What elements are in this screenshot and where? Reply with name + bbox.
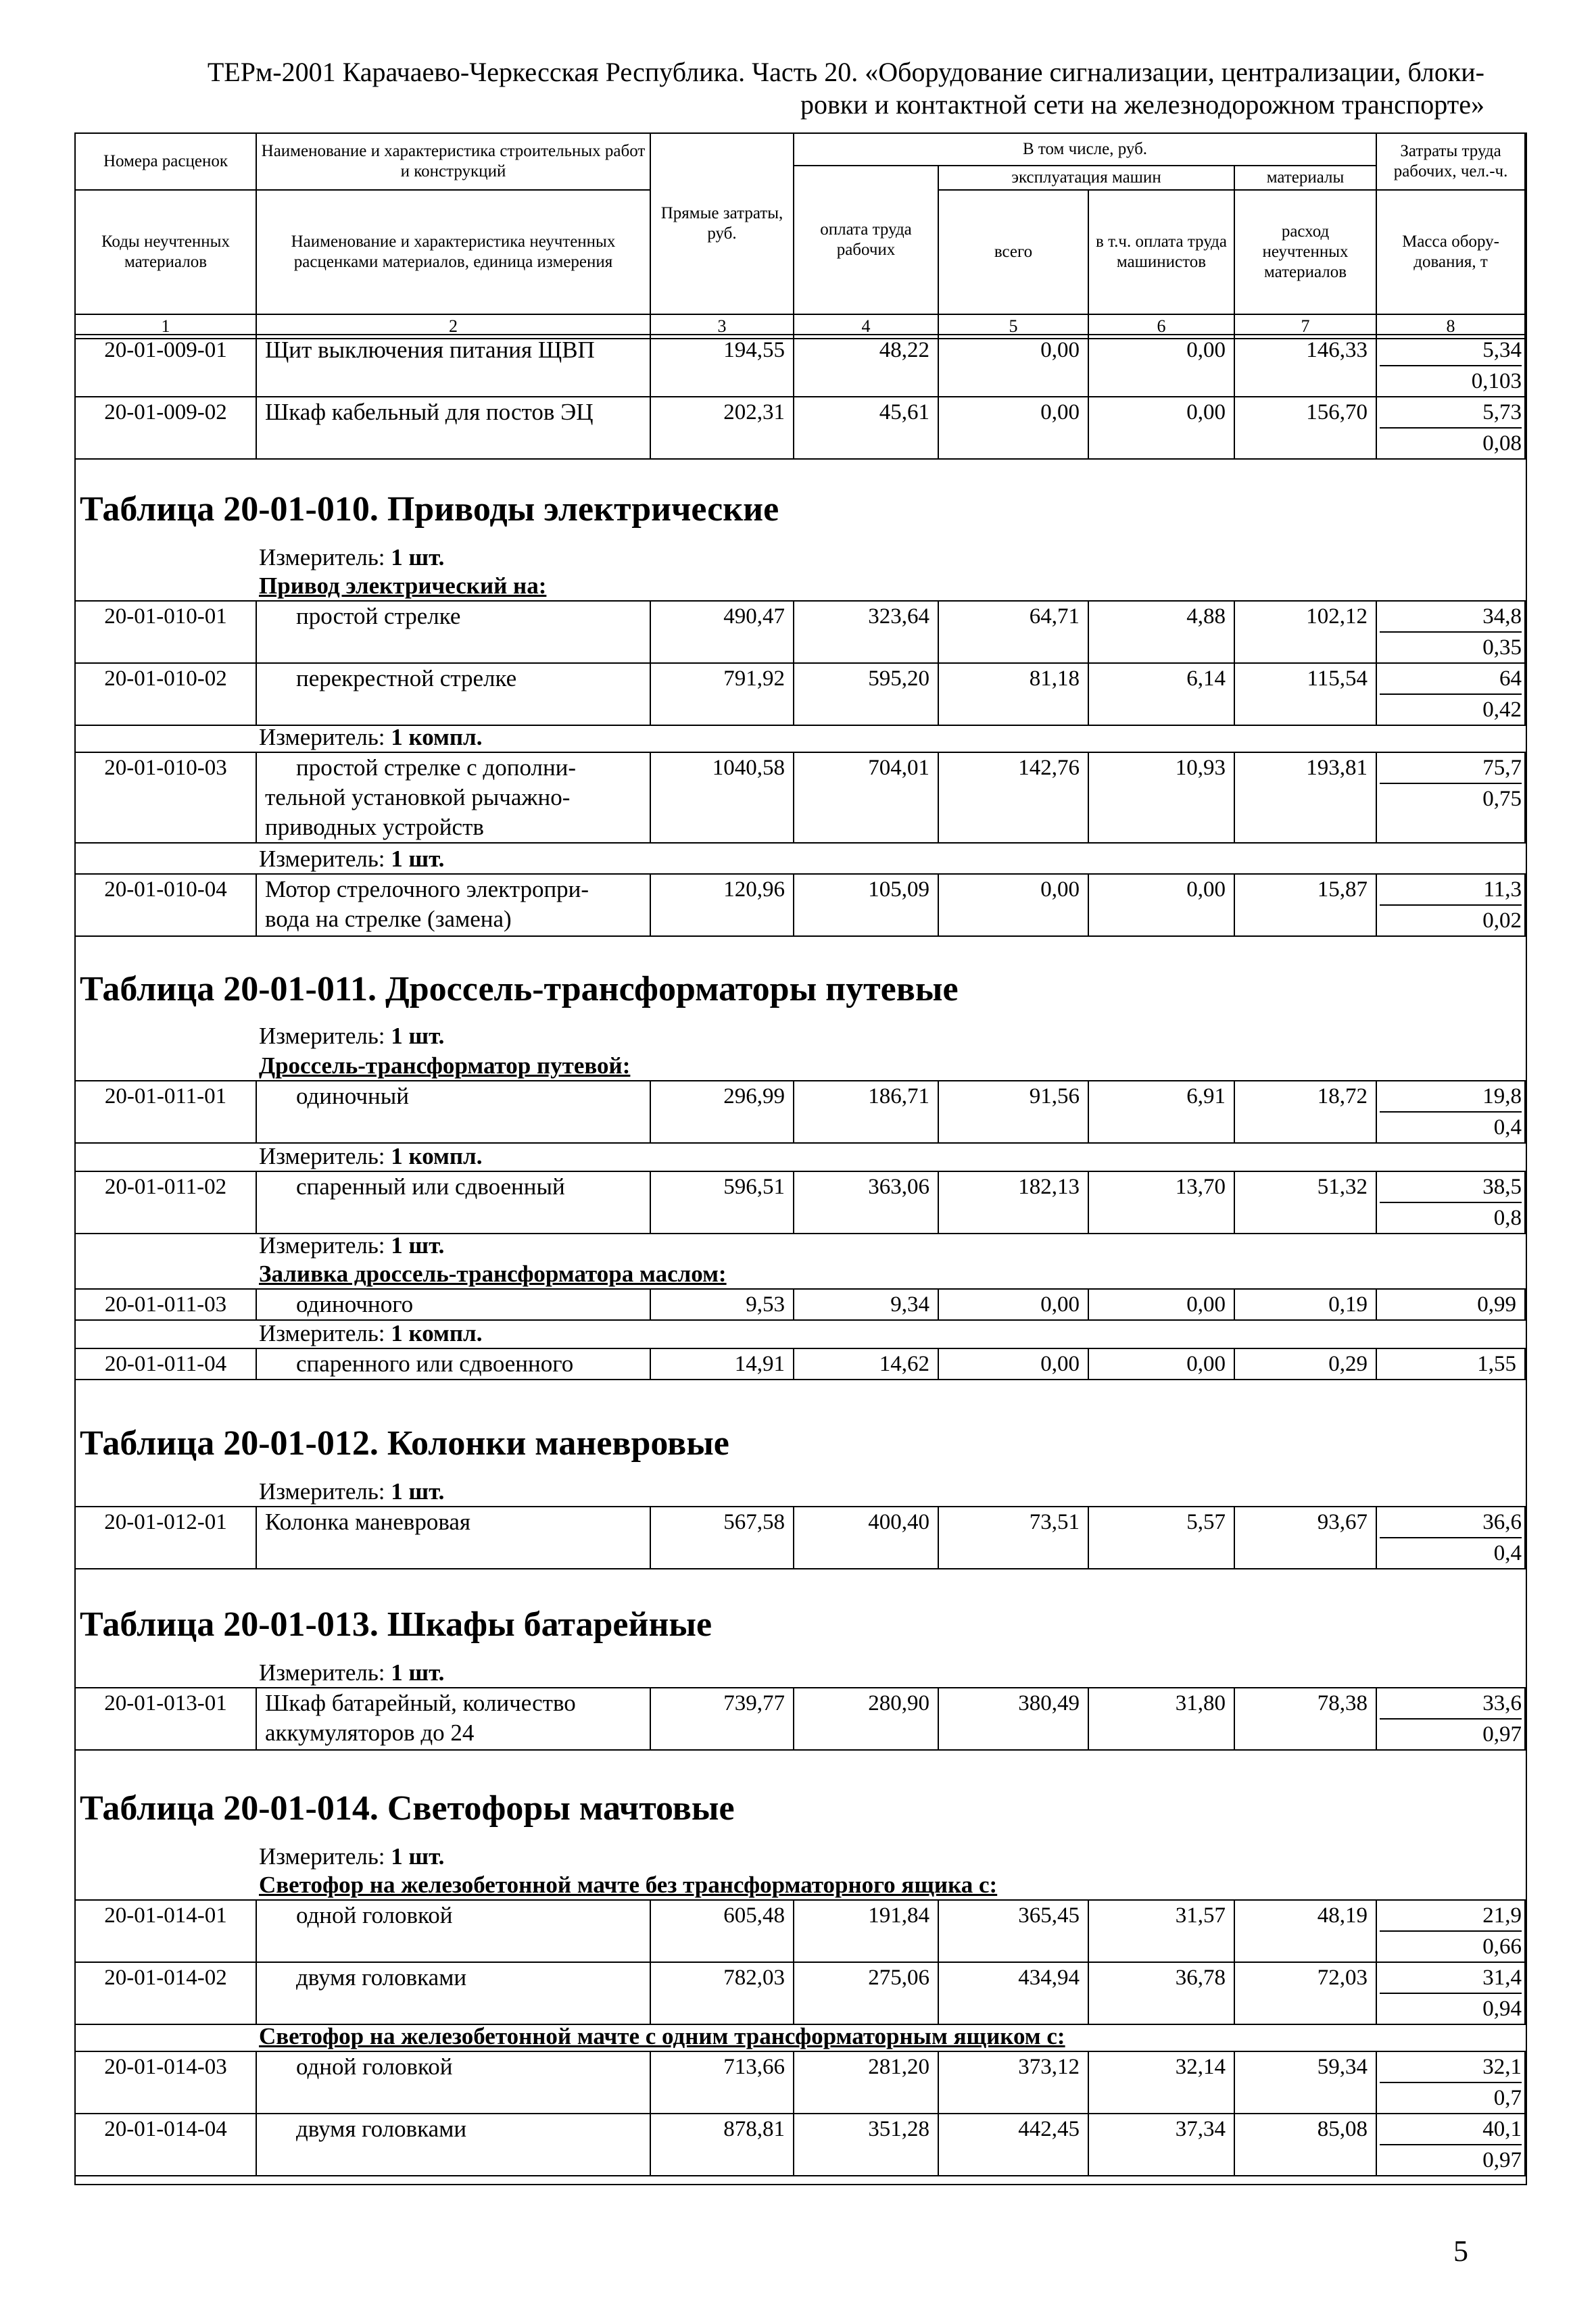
measure-label: Измеритель: 1 шт. <box>259 1659 445 1686</box>
col-machines-total: всего <box>938 190 1088 314</box>
labor-cost: 5,73 <box>1380 397 1522 429</box>
rate-code: 20-01-014-02 <box>75 1962 256 2024</box>
col-including: В том числе, руб. <box>794 133 1376 166</box>
rate-name: одной головкой <box>256 1900 650 1962</box>
rate-code: 20-01-012-01 <box>75 1507 256 1569</box>
col-work-name: Наименование и характеристика строительных работ и конструкций <box>256 133 650 190</box>
labor-pay: 45,61 <box>794 397 938 459</box>
table-row <box>75 1081 1525 1143</box>
table-row <box>75 1900 1525 1962</box>
col-num: 5 <box>938 314 1088 339</box>
materials: 146,33 <box>1234 335 1376 397</box>
labor-mass-cell <box>1376 1688 1525 1750</box>
labor-mass-cell <box>1376 1081 1525 1143</box>
labor-cost: 0,99 <box>1376 1289 1525 1320</box>
table-013 <box>74 1687 1526 1751</box>
equipment-mass: 0,75 <box>1482 787 1522 811</box>
machines-total: 81,18 <box>938 663 1088 725</box>
table-title-012: Таблица 20-01-012. Колонки маневровые <box>80 1424 729 1463</box>
page-header-line-2: ровки и контактной сети на железнодорожном транспорте» <box>800 89 1484 120</box>
machinist-pay: 0,00 <box>1088 1289 1234 1320</box>
table-row <box>75 663 1525 725</box>
rate-code: 20-01-010-03 <box>75 752 256 843</box>
equipment-mass: 0,97 <box>1482 1722 1522 1747</box>
col-materials: материалы <box>1234 166 1376 190</box>
direct-cost: 296,99 <box>650 1081 794 1143</box>
labor-mass-cell <box>1376 663 1525 725</box>
rate-code: 20-01-011-03 <box>75 1289 256 1320</box>
rate-name: одиночного <box>256 1289 650 1320</box>
labor-cost: 19,8 <box>1380 1081 1522 1113</box>
rate-code: 20-01-011-04 <box>75 1348 256 1380</box>
group-label: Заливка дроссель-трансформатора маслом: <box>259 1261 727 1287</box>
table-row <box>75 1289 1525 1320</box>
table-row <box>75 1171 1525 1234</box>
measure-label: Измеритель: 1 компл. <box>259 1320 483 1346</box>
machines-total: 434,94 <box>938 1962 1088 2024</box>
table-012 <box>74 1506 1526 1569</box>
labor-cost: 5,34 <box>1380 335 1522 366</box>
equipment-mass: 0,97 <box>1482 2148 1522 2172</box>
rate-code: 20-01-011-01 <box>75 1081 256 1143</box>
direct-cost: 202,31 <box>650 397 794 459</box>
materials: 0,19 <box>1234 1289 1376 1320</box>
table-row <box>75 1507 1525 1569</box>
rate-name: Колонка маневровая <box>256 1507 650 1569</box>
materials: 51,32 <box>1234 1171 1376 1234</box>
group-label: Светофор на железобетонной мачте без трансформаторного ящика с: <box>259 1872 998 1898</box>
rate-code: 20-01-010-01 <box>75 601 256 663</box>
machinist-pay: 36,78 <box>1088 1962 1234 2024</box>
direct-cost: 713,66 <box>650 2051 794 2114</box>
machines-total: 0,00 <box>938 874 1088 936</box>
materials: 156,70 <box>1234 397 1376 459</box>
table-title-013: Таблица 20-01-013. Шкафы батарейные <box>80 1605 712 1644</box>
labor-cost: 38,5 <box>1380 1172 1522 1203</box>
table-009 <box>74 334 1526 460</box>
machinist-pay: 6,14 <box>1088 663 1234 725</box>
machines-total: 0,00 <box>938 1348 1088 1380</box>
page-header-line-1: ТЕРм-2001 Карачаево-Черкесская Республика. Часть 20. «Оборудование сигнализации, централизации, блоки- <box>207 57 1484 87</box>
machinist-pay: 5,57 <box>1088 1507 1234 1569</box>
machinist-pay: 31,57 <box>1088 1900 1234 1962</box>
rate-name: спаренного или сдвоенного <box>256 1348 650 1380</box>
materials: 15,87 <box>1234 874 1376 936</box>
rate-name: спаренный или сдвоенный <box>256 1171 650 1234</box>
rate-name: двумя головками <box>256 2114 650 2176</box>
labor-mass-cell <box>1376 335 1525 397</box>
rate-name: двумя головками <box>256 1962 650 2024</box>
col-machinist-pay: в т.ч. оплата труда машинистов <box>1088 190 1234 314</box>
measure-label: Измеритель: 1 шт. <box>259 1478 445 1505</box>
machines-total: 373,12 <box>938 2051 1088 2114</box>
labor-mass-cell <box>1376 874 1525 936</box>
machinist-pay: 13,70 <box>1088 1171 1234 1234</box>
table-010-a <box>74 600 1526 726</box>
table-row <box>75 874 1525 936</box>
rate-code: 20-01-014-04 <box>75 2114 256 2176</box>
table-014-b <box>74 2051 1526 2176</box>
labor-mass-cell <box>1376 601 1525 663</box>
labor-cost: 11,3 <box>1380 875 1522 906</box>
table-011-a <box>74 1080 1526 1144</box>
labor-mass-cell <box>1376 2051 1525 2114</box>
labor-mass-cell <box>1376 1900 1525 1962</box>
machinist-pay: 4,88 <box>1088 601 1234 663</box>
table-010-c <box>74 873 1526 937</box>
direct-cost: 9,53 <box>650 1289 794 1320</box>
col-rate-numbers: Номера расценок <box>75 133 256 190</box>
col-num: 7 <box>1234 314 1376 339</box>
equipment-mass: 0,08 <box>1482 431 1522 456</box>
labor-pay: 105,09 <box>794 874 938 936</box>
machinist-pay: 0,00 <box>1088 1348 1234 1380</box>
equipment-mass: 0,94 <box>1482 1997 1522 2021</box>
labor-pay: 280,90 <box>794 1688 938 1750</box>
machines-total: 91,56 <box>938 1081 1088 1143</box>
col-num: 3 <box>650 314 794 339</box>
rate-code: 20-01-014-03 <box>75 2051 256 2114</box>
rate-name: перекрестной стрелке <box>256 663 650 725</box>
rate-code: 20-01-009-02 <box>75 397 256 459</box>
measure-label: Измеритель: 1 компл. <box>259 1143 483 1169</box>
labor-pay: 191,84 <box>794 1900 938 1962</box>
machinist-pay: 0,00 <box>1088 335 1234 397</box>
labor-pay: 9,34 <box>794 1289 938 1320</box>
labor-pay: 186,71 <box>794 1081 938 1143</box>
materials: 115,54 <box>1234 663 1376 725</box>
machines-total: 380,49 <box>938 1688 1088 1750</box>
labor-pay: 14,62 <box>794 1348 938 1380</box>
materials: 72,03 <box>1234 1962 1376 2024</box>
rate-code: 20-01-010-04 <box>75 874 256 936</box>
direct-cost: 596,51 <box>650 1171 794 1234</box>
measure-label: Измеритель: 1 шт. <box>259 1843 445 1870</box>
rate-name: одной головкой <box>256 2051 650 2114</box>
rate-code: 20-01-014-01 <box>75 1900 256 1962</box>
table-row <box>75 2051 1525 2114</box>
rate-name: Шкаф кабельный для постов ЭЦ <box>256 397 650 459</box>
materials: 78,38 <box>1234 1688 1376 1750</box>
machinist-pay: 0,00 <box>1088 397 1234 459</box>
measure-label: Измеритель: 1 шт. <box>259 1023 445 1049</box>
col-direct-costs: Прямые затраты, руб. <box>650 133 794 314</box>
table-014-a <box>74 1899 1526 2025</box>
table-row <box>75 335 1525 397</box>
direct-cost: 14,91 <box>650 1348 794 1380</box>
measure-label: Измеритель: 1 компл. <box>259 724 483 750</box>
materials: 85,08 <box>1234 2114 1376 2176</box>
rate-code: 20-01-011-02 <box>75 1171 256 1234</box>
machinist-pay: 10,93 <box>1088 752 1234 843</box>
machines-total: 0,00 <box>938 397 1088 459</box>
table-row <box>75 601 1525 663</box>
direct-cost: 791,92 <box>650 663 794 725</box>
labor-pay: 595,20 <box>794 663 938 725</box>
rate-code: 20-01-013-01 <box>75 1688 256 1750</box>
labor-pay: 363,06 <box>794 1171 938 1234</box>
rate-code: 20-01-009-01 <box>75 335 256 397</box>
direct-cost: 1040,58 <box>650 752 794 843</box>
rate-name: простой стрелке <box>256 601 650 663</box>
table-row <box>75 2114 1525 2176</box>
machinist-pay: 32,14 <box>1088 2051 1234 2114</box>
labor-cost: 32,1 <box>1380 2052 1522 2083</box>
measure-label: Измеритель: 1 шт. <box>259 1232 445 1259</box>
rate-name: Щит выключения питания ЩВП <box>256 335 650 397</box>
labor-mass-cell <box>1376 397 1525 459</box>
table-010-b <box>74 752 1526 844</box>
table-row <box>75 1688 1525 1750</box>
labor-pay: 275,06 <box>794 1962 938 2024</box>
equipment-mass: 0,35 <box>1482 635 1522 660</box>
labor-cost: 64 <box>1380 664 1522 695</box>
materials: 0,29 <box>1234 1348 1376 1380</box>
rate-name: одиночный <box>256 1081 650 1143</box>
labor-cost: 36,6 <box>1380 1507 1522 1538</box>
equipment-mass: 0,103 <box>1471 369 1522 393</box>
direct-cost: 605,48 <box>650 1900 794 1962</box>
labor-pay: 704,01 <box>794 752 938 843</box>
labor-cost: 21,9 <box>1380 1901 1522 1932</box>
col-material-codes: Коды неучтенных материалов <box>75 190 256 314</box>
equipment-mass: 0,8 <box>1493 1206 1522 1230</box>
machines-total: 64,71 <box>938 601 1088 663</box>
group-label: Дроссель-трансформатор путевой: <box>259 1052 631 1079</box>
materials: 59,34 <box>1234 2051 1376 2114</box>
labor-pay: 281,20 <box>794 2051 938 2114</box>
col-num: 8 <box>1376 314 1525 339</box>
labor-pay: 400,40 <box>794 1507 938 1569</box>
direct-cost: 782,03 <box>650 1962 794 2024</box>
page-number: 5 <box>1453 2235 1468 2268</box>
machinist-pay: 0,00 <box>1088 874 1234 936</box>
table-row <box>75 752 1525 843</box>
col-labor-pay: оплата труда рабочих <box>794 166 938 314</box>
col-equipment-mass: Масса обору-дования, т <box>1376 190 1525 314</box>
machines-total: 182,13 <box>938 1171 1088 1234</box>
machinist-pay: 31,80 <box>1088 1688 1234 1750</box>
group-label: Светофор на железобетонной мачте с одним трансформаторным ящиком с: <box>259 2023 1065 2049</box>
group-label: Привод электрический на: <box>259 572 547 599</box>
equipment-mass: 0,02 <box>1482 908 1522 933</box>
direct-cost: 739,77 <box>650 1688 794 1750</box>
equipment-mass: 0,42 <box>1482 698 1522 722</box>
col-machines: эксплуатация машин <box>938 166 1234 190</box>
direct-cost: 567,58 <box>650 1507 794 1569</box>
table-row <box>75 397 1525 459</box>
table-row <box>75 1962 1525 2024</box>
machinist-pay: 6,91 <box>1088 1081 1234 1143</box>
col-num: 4 <box>794 314 938 339</box>
col-num: 6 <box>1088 314 1234 339</box>
equipment-mass: 0,7 <box>1493 2086 1522 2110</box>
rate-name: Шкаф батарейный, количество аккумуляторов до 24 <box>256 1688 650 1750</box>
col-num: 1 <box>75 314 256 339</box>
labor-cost: 75,7 <box>1380 753 1522 784</box>
machinist-pay: 37,34 <box>1088 2114 1234 2176</box>
table-row <box>75 1348 1525 1380</box>
col-labor-cost: Затраты труда рабочих, чел.-ч. <box>1376 133 1525 190</box>
materials: 102,12 <box>1234 601 1376 663</box>
direct-cost: 490,47 <box>650 601 794 663</box>
direct-cost: 120,96 <box>650 874 794 936</box>
measure-label: Измеритель: 1 шт. <box>259 846 445 872</box>
materials: 48,19 <box>1234 1900 1376 1962</box>
machines-total: 142,76 <box>938 752 1088 843</box>
labor-pay: 351,28 <box>794 2114 938 2176</box>
table-011-d <box>74 1348 1526 1380</box>
labor-pay: 323,64 <box>794 601 938 663</box>
machines-total: 73,51 <box>938 1507 1088 1569</box>
labor-cost: 40,1 <box>1380 2114 1522 2145</box>
labor-mass-cell <box>1376 2114 1525 2176</box>
table-011-b <box>74 1171 1526 1234</box>
materials: 18,72 <box>1234 1081 1376 1143</box>
table-011-c <box>74 1288 1526 1321</box>
machines-total: 442,45 <box>938 2114 1088 2176</box>
materials: 93,67 <box>1234 1507 1376 1569</box>
machines-total: 0,00 <box>938 335 1088 397</box>
labor-cost: 34,8 <box>1380 602 1522 633</box>
table-title-011: Таблица 20-01-011. Дроссель-трансформаторы путевые <box>80 970 959 1008</box>
col-unaccounted-materials: расход неучтенных материалов <box>1234 190 1376 314</box>
materials: 193,81 <box>1234 752 1376 843</box>
table-title-014: Таблица 20-01-014. Светофоры мачтовые <box>80 1789 735 1828</box>
col-num: 2 <box>256 314 650 339</box>
equipment-mass: 0,4 <box>1493 1115 1522 1140</box>
machines-total: 0,00 <box>938 1289 1088 1320</box>
rate-code: 20-01-010-02 <box>75 663 256 725</box>
column-header-table <box>74 132 1526 339</box>
equipment-mass: 0,66 <box>1482 1934 1522 1959</box>
labor-pay: 48,22 <box>794 335 938 397</box>
equipment-mass: 0,4 <box>1493 1541 1522 1565</box>
labor-mass-cell <box>1376 1507 1525 1569</box>
rate-name: Мотор стрелочного электропри- вода на стрелке (замена) <box>256 874 650 936</box>
table-title-010: Таблица 20-01-010. Приводы электрические <box>80 490 779 529</box>
labor-mass-cell <box>1376 752 1525 843</box>
labor-mass-cell <box>1376 1171 1525 1234</box>
labor-mass-cell <box>1376 1962 1525 2024</box>
labor-cost: 1,55 <box>1376 1348 1525 1380</box>
machines-total: 365,45 <box>938 1900 1088 1962</box>
direct-cost: 878,81 <box>650 2114 794 2176</box>
labor-cost: 33,6 <box>1380 1688 1522 1720</box>
measure-label: Измеритель: 1 шт. <box>259 544 445 570</box>
rate-name: простой стрелке с дополни- тельной установкой рычажно- приводных устройств <box>256 752 650 843</box>
col-material-names: Наименование и характеристика неучтенных расценками материалов, единица измерения <box>256 190 650 314</box>
labor-cost: 31,4 <box>1380 1963 1522 1994</box>
direct-cost: 194,55 <box>650 335 794 397</box>
